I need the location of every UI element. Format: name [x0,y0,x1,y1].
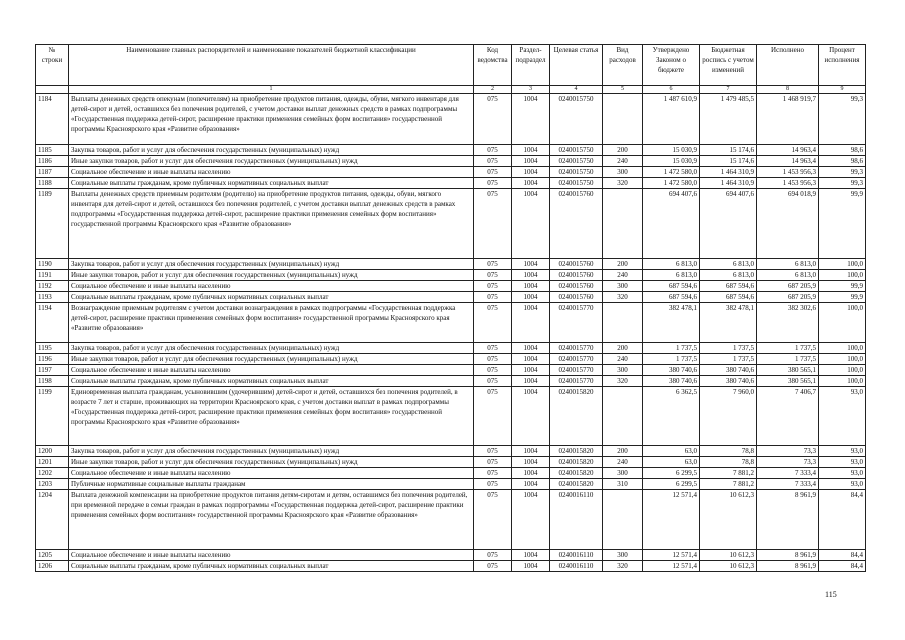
cell-approved: 15 030,9 [643,156,700,167]
cell-percent: 98,6 [819,156,866,167]
cell-approved: 1 737,5 [643,354,700,365]
cell-percent: 100,0 [819,354,866,365]
cell-section: 1004 [512,479,550,490]
cell-type: 300 [603,550,643,561]
cell-percent: 100,0 [819,343,866,354]
cell-name: Социальные выплаты гражданам, кроме публичных нормативных социальных выплат [69,178,474,189]
cell-name: Иные закупки товаров, работ и услуг для обеспечения государственных (муниципальных) нужд [69,156,474,167]
cell-budget: 694 407,6 [700,189,757,259]
cell-budget: 382 478,1 [700,303,757,343]
cell-approved: 687 594,6 [643,292,700,303]
cell-type [603,94,643,145]
cell-executed: 6 813,0 [757,270,819,281]
cell-target: 0240015820 [550,387,603,446]
cell-percent: 100,0 [819,270,866,281]
cell-percent: 98,6 [819,145,866,156]
cell-approved: 12 571,4 [643,550,700,561]
cell-target: 0240015760 [550,292,603,303]
cell-approved: 63,0 [643,446,700,457]
cell-name: Социальные выплаты гражданам, кроме публичных нормативных социальных выплат [69,561,474,572]
cell-target: 0240015750 [550,94,603,145]
cell-target: 0240015750 [550,156,603,167]
cell-executed: 14 963,4 [757,156,819,167]
cell-type [603,490,643,550]
cell-num: 1192 [36,281,69,292]
cell-num: 1203 [36,479,69,490]
cell-target: 0240015750 [550,178,603,189]
cell-budget: 380 740,6 [700,365,757,376]
cell-target: 0240015750 [550,167,603,178]
cell-approved: 1 472 580,0 [643,167,700,178]
table-row [36,479,866,490]
cell-target: 0240015750 [550,145,603,156]
cell-num: 1190 [36,259,69,270]
cell-budget: 10 612,3 [700,561,757,572]
cell-budget: 687 594,6 [700,292,757,303]
table-row [36,178,866,189]
cell-budget: 78,8 [700,446,757,457]
table-row [36,145,866,156]
cell-name: Социальное обеспечение и иные выплаты населению [69,468,474,479]
cell-executed: 687 205,9 [757,292,819,303]
cell-approved: 15 030,9 [643,145,700,156]
cell-section: 1004 [512,387,550,446]
cell-num: 1189 [36,189,69,259]
cell-budget: 7 960,0 [700,387,757,446]
cell-section: 1004 [512,561,550,572]
cell-code: 075 [474,479,512,490]
cell-name: Социальное обеспечение и иные выплаты населению [69,167,474,178]
cell-target: 0240015760 [550,270,603,281]
page-number: 115 [825,590,837,599]
cell-approved: 687 594,6 [643,281,700,292]
cell-section: 1004 [512,446,550,457]
cell-percent: 84,4 [819,561,866,572]
table-row [36,387,866,446]
cell-code: 075 [474,387,512,446]
cell-code: 075 [474,259,512,270]
cell-executed: 8 961,9 [757,561,819,572]
cell-budget: 15 174,6 [700,156,757,167]
cell-code: 075 [474,167,512,178]
cell-code: 075 [474,343,512,354]
cell-budget: 15 174,6 [700,145,757,156]
cell-type: 320 [603,178,643,189]
cell-section: 1004 [512,145,550,156]
cell-budget: 1 737,5 [700,343,757,354]
table-row [36,292,866,303]
cell-type [603,303,643,343]
table-row [36,189,866,259]
cell-type [603,387,643,446]
cell-budget: 1 737,5 [700,354,757,365]
cell-executed: 7 333,4 [757,468,819,479]
header-percent: Процент исполнения [819,45,866,86]
cell-num: 1188 [36,178,69,189]
header-target: Целевая статья [550,45,603,86]
cell-budget: 10 612,3 [700,490,757,550]
cell-budget: 1 464 310,9 [700,178,757,189]
cell-percent: 93,0 [819,468,866,479]
cell-percent: 99,9 [819,281,866,292]
cell-percent: 84,4 [819,550,866,561]
cell-budget: 1 479 485,5 [700,94,757,145]
cell-section: 1004 [512,167,550,178]
cell-code: 075 [474,457,512,468]
cell-executed: 380 565,1 [757,365,819,376]
cell-name: Закупка товаров, работ и услуг для обеспечения государственных (муниципальных) нужд [69,446,474,457]
column-number: 7 [700,86,757,94]
cell-section: 1004 [512,292,550,303]
table-row [36,281,866,292]
cell-section: 1004 [512,550,550,561]
cell-num: 1187 [36,167,69,178]
column-number: 8 [757,86,819,94]
cell-percent: 93,0 [819,387,866,446]
header-budget: Бюджетная роспись с учетом изменений [700,45,757,86]
cell-name: Иные закупки товаров, работ и услуг для обеспечения государственных (муниципальных) нужд [69,354,474,365]
column-number-row [36,86,866,94]
cell-approved: 63,0 [643,457,700,468]
cell-name: Иные закупки товаров, работ и услуг для обеспечения государственных (муниципальных) нужд [69,457,474,468]
table-row [36,156,866,167]
table-row [36,457,866,468]
cell-code: 075 [474,354,512,365]
header-name: Наименование главных распорядителей и наименование показателей бюджетной классификации [69,45,474,86]
cell-target: 0240015770 [550,303,603,343]
cell-budget: 1 464 310,9 [700,167,757,178]
table-row [36,376,866,387]
cell-approved: 1 737,5 [643,343,700,354]
cell-budget: 380 740,6 [700,376,757,387]
cell-code: 075 [474,490,512,550]
cell-code: 075 [474,365,512,376]
column-number: 6 [643,86,700,94]
cell-type: 320 [603,376,643,387]
cell-budget: 6 813,0 [700,259,757,270]
cell-executed: 1 737,5 [757,354,819,365]
cell-percent: 93,0 [819,479,866,490]
cell-section: 1004 [512,376,550,387]
table-row [36,365,866,376]
cell-executed: 6 813,0 [757,259,819,270]
cell-num: 1200 [36,446,69,457]
cell-num: 1206 [36,561,69,572]
table-row [36,550,866,561]
cell-num: 1194 [36,303,69,343]
cell-code: 075 [474,270,512,281]
cell-executed: 8 961,9 [757,550,819,561]
cell-code: 075 [474,292,512,303]
cell-target: 0240015760 [550,259,603,270]
cell-target: 0240015820 [550,479,603,490]
budget-table [35,44,866,572]
cell-num: 1184 [36,94,69,145]
cell-percent: 84,4 [819,490,866,550]
cell-type: 240 [603,354,643,365]
cell-approved: 6 362,5 [643,387,700,446]
cell-approved: 694 407,6 [643,189,700,259]
cell-name: Выплата денежной компенсации на приобретение продуктов питания детям-сиротам и детям, оставшимся без попечения родителей, при временной передаче в семьи граждан в рамках подпрограммы «Государственная поддержка детей-сирот, расширение практики применения семейных форм воспитания» государственной программы Красноярского края «Развитие образования» [69,490,474,550]
cell-section: 1004 [512,457,550,468]
cell-budget: 7 881,2 [700,468,757,479]
cell-num: 1196 [36,354,69,365]
cell-name: Закупка товаров, работ и услуг для обеспечения государственных (муниципальных) нужд [69,145,474,156]
cell-percent: 100,0 [819,259,866,270]
cell-num: 1185 [36,145,69,156]
cell-approved: 1 472 580,0 [643,178,700,189]
cell-percent: 100,0 [819,365,866,376]
cell-section: 1004 [512,281,550,292]
header-approved: Утверждено Законом о бюджете [643,45,700,86]
table-row [36,270,866,281]
cell-section: 1004 [512,343,550,354]
cell-target: 0240015820 [550,446,603,457]
cell-executed: 1 453 956,3 [757,167,819,178]
cell-code: 075 [474,376,512,387]
cell-name: Выплаты денежных средств приемным родителям (родителю) на приобретение продуктов питания, одежды, обуви, мягкого инвентаря для детей-сирот и детей, оставшихся без попечения родителей, с учетом доставки выплат денежных средств в рамках подпрограммы «Государственная поддержка детей-сирот, расширение практики применения семейных форм воспитания» государственной программы Красноярского края «Развитие образования» [69,189,474,259]
cell-num: 1193 [36,292,69,303]
cell-name: Публичные нормативные социальные выплаты гражданам [69,479,474,490]
cell-name: Закупка товаров, работ и услуг для обеспечения государственных (муниципальных) нужд [69,259,474,270]
cell-target: 0240015820 [550,457,603,468]
table-row [36,303,866,343]
cell-executed: 1 468 919,7 [757,94,819,145]
cell-target: 0240016110 [550,550,603,561]
column-number: 3 [512,86,550,94]
table-row [36,490,866,550]
cell-name: Социальные выплаты гражданам, кроме публичных нормативных социальных выплат [69,292,474,303]
cell-num: 1195 [36,343,69,354]
header-executed: Исполнено [757,45,819,86]
cell-section: 1004 [512,178,550,189]
cell-name: Вознаграждение приемным родителям с учетом доставки вознаграждения в рамках подпрограммы «Государственная поддержка детей-сирот, расширение практики применения семейных форм воспитания» государственной программы Красноярского края «Развитие образования» [69,303,474,343]
cell-type: 200 [603,259,643,270]
cell-percent: 99,3 [819,167,866,178]
cell-section: 1004 [512,468,550,479]
cell-section: 1004 [512,490,550,550]
cell-num: 1186 [36,156,69,167]
cell-code: 075 [474,281,512,292]
table-row [36,259,866,270]
cell-num: 1197 [36,365,69,376]
cell-section: 1004 [512,354,550,365]
cell-percent: 99,3 [819,178,866,189]
cell-target: 0240015770 [550,365,603,376]
cell-executed: 7 333,4 [757,479,819,490]
cell-type: 240 [603,156,643,167]
cell-section: 1004 [512,156,550,167]
cell-percent: 99,9 [819,292,866,303]
cell-budget: 687 594,6 [700,281,757,292]
cell-code: 075 [474,145,512,156]
cell-budget: 78,8 [700,457,757,468]
table-row [36,446,866,457]
cell-type: 240 [603,270,643,281]
table-row [36,561,866,572]
cell-executed: 694 018,9 [757,189,819,259]
cell-code: 075 [474,550,512,561]
cell-type: 240 [603,457,643,468]
cell-type: 320 [603,292,643,303]
cell-executed: 73,3 [757,457,819,468]
cell-name: Иные закупки товаров, работ и услуг для обеспечения государственных (муниципальных) нужд [69,270,474,281]
cell-num: 1191 [36,270,69,281]
cell-code: 075 [474,178,512,189]
column-number: 2 [474,86,512,94]
table-row [36,167,866,178]
cell-target: 0240016110 [550,490,603,550]
cell-executed: 7 406,7 [757,387,819,446]
cell-code: 075 [474,189,512,259]
cell-percent: 93,0 [819,457,866,468]
cell-executed: 380 565,1 [757,376,819,387]
cell-target: 0240015770 [550,343,603,354]
cell-approved: 6 299,5 [643,468,700,479]
header-row [36,45,866,86]
cell-name: Выплаты денежных средств опекунам (попечителям) на приобретение продуктов питания, одежды, обуви, мягкого инвентаря для детей-сирот и детей, оставшихся без попечения родителей, с учетом доставки выплат денежных средств в рамках подпрограммы «Государственная поддержка детей-сирот, расширение практики применения семейных форм воспитания» государственной программы Красноярского края «Развитие образования» [69,94,474,145]
cell-type [603,189,643,259]
column-number: 9 [819,86,866,94]
cell-type: 200 [603,343,643,354]
cell-target: 0240015770 [550,376,603,387]
cell-executed: 1 737,5 [757,343,819,354]
table-row [36,343,866,354]
cell-section: 1004 [512,94,550,145]
cell-target: 0240015770 [550,354,603,365]
cell-approved: 12 571,4 [643,490,700,550]
cell-budget: 6 813,0 [700,270,757,281]
cell-target: 0240016110 [550,561,603,572]
table-body [36,94,866,572]
cell-executed: 14 963,4 [757,145,819,156]
cell-approved: 382 478,1 [643,303,700,343]
cell-approved: 6 813,0 [643,270,700,281]
cell-code: 075 [474,446,512,457]
header-num: № строки [36,45,69,86]
cell-name: Закупка товаров, работ и услуг для обеспечения государственных (муниципальных) нужд [69,343,474,354]
table-row [36,468,866,479]
cell-code: 075 [474,468,512,479]
cell-approved: 12 571,4 [643,561,700,572]
cell-num: 1199 [36,387,69,446]
cell-section: 1004 [512,303,550,343]
cell-type: 200 [603,145,643,156]
cell-executed: 1 453 956,3 [757,178,819,189]
cell-executed: 687 205,9 [757,281,819,292]
header-code: Код ведомства [474,45,512,86]
cell-target: 0240015820 [550,468,603,479]
header-type: Вид расходов [603,45,643,86]
cell-approved: 380 740,6 [643,365,700,376]
cell-name: Социальное обеспечение и иные выплаты населению [69,550,474,561]
column-number: 4 [550,86,603,94]
cell-name: Социальные выплаты гражданам, кроме публичных нормативных социальных выплат [69,376,474,387]
column-number-blank [36,86,69,94]
cell-name: Социальное обеспечение и иные выплаты населению [69,365,474,376]
cell-name: Социальное обеспечение и иные выплаты населению [69,281,474,292]
cell-code: 075 [474,561,512,572]
cell-type: 300 [603,167,643,178]
cell-budget: 7 881,2 [700,479,757,490]
cell-num: 1201 [36,457,69,468]
cell-type: 320 [603,561,643,572]
cell-type: 310 [603,479,643,490]
table-row [36,354,866,365]
cell-approved: 380 740,6 [643,376,700,387]
cell-num: 1202 [36,468,69,479]
cell-type: 300 [603,281,643,292]
cell-num: 1198 [36,376,69,387]
cell-code: 075 [474,156,512,167]
cell-name: Единовременная выплата гражданам, усыновившим (удочерившим) детей-сирот и детей, оставшихся без попечения родителей, в возрасте 7 лет и старше, проживающих на территории Красноярского края, с учетом доставки выплат в рамках подпрограммы «Государственная поддержка детей-сирот, расширение практики применения семейных форм воспитания» государственной программы Красноярского края «Развитие образования» [69,387,474,446]
cell-type: 300 [603,365,643,376]
cell-code: 075 [474,303,512,343]
cell-type: 300 [603,468,643,479]
cell-target: 0240015760 [550,189,603,259]
table-row [36,94,866,145]
cell-num: 1204 [36,490,69,550]
cell-approved: 6 299,5 [643,479,700,490]
cell-approved: 1 487 610,9 [643,94,700,145]
cell-num: 1205 [36,550,69,561]
column-number: 1 [69,86,474,94]
cell-executed: 8 961,9 [757,490,819,550]
cell-executed: 73,3 [757,446,819,457]
cell-section: 1004 [512,270,550,281]
cell-percent: 100,0 [819,376,866,387]
cell-code: 075 [474,94,512,145]
cell-section: 1004 [512,365,550,376]
column-number: 5 [603,86,643,94]
cell-budget: 10 612,3 [700,550,757,561]
header-section: Раздел-подраздел [512,45,550,86]
cell-percent: 99,9 [819,189,866,259]
cell-executed: 382 302,6 [757,303,819,343]
cell-section: 1004 [512,189,550,259]
cell-percent: 100,0 [819,303,866,343]
cell-target: 0240015760 [550,281,603,292]
cell-percent: 99,3 [819,94,866,145]
cell-percent: 93,0 [819,446,866,457]
cell-approved: 6 813,0 [643,259,700,270]
cell-type: 200 [603,446,643,457]
cell-section: 1004 [512,259,550,270]
